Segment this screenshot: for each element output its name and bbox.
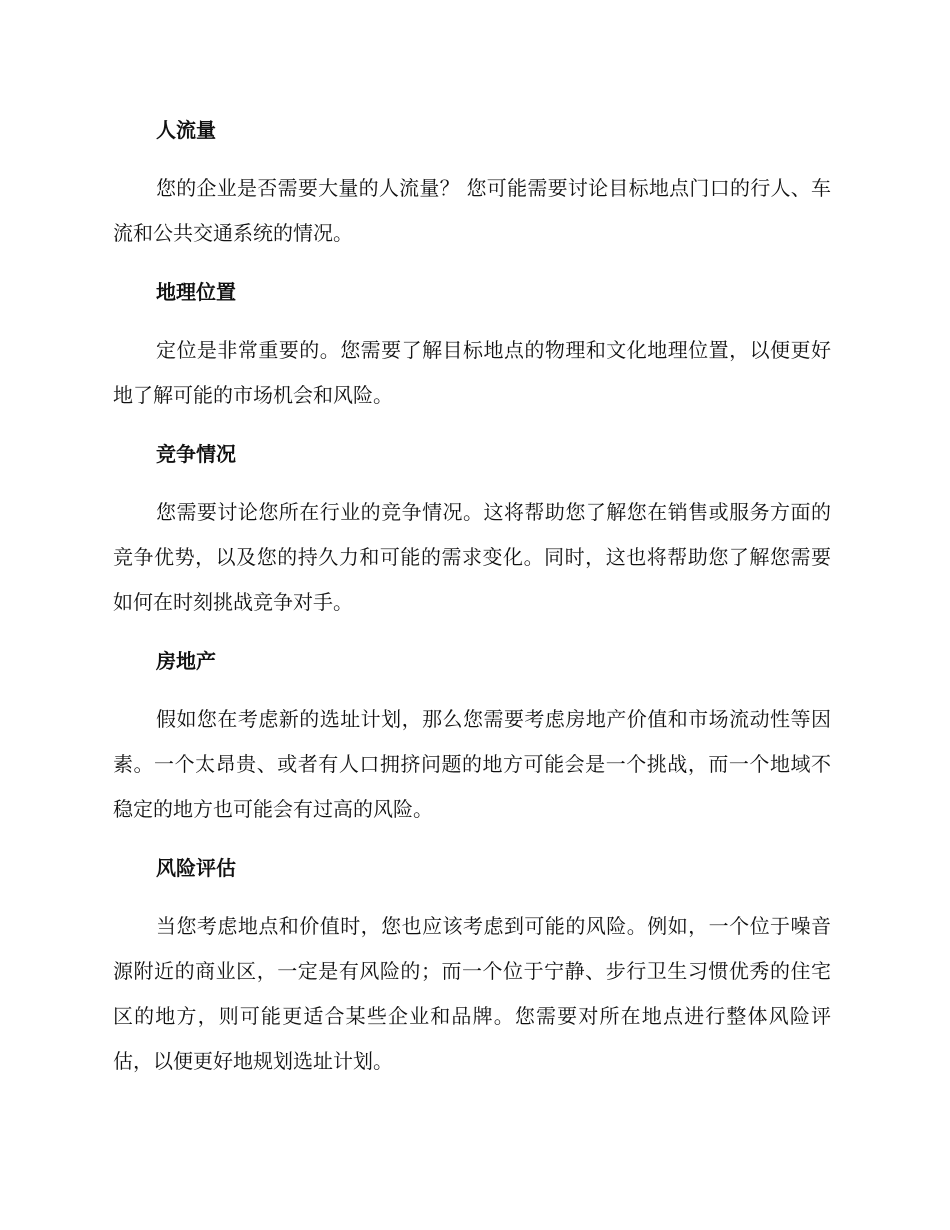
section-heading-risk-assessment: 风险评估 — [156, 856, 236, 880]
section-body-risk-assessment: 当您考虑地点和价值时，您也应该考虑到可能的风险。例如，一个位于噪音源附近的商业区，一定是有风险的；而一个位于宁静、步行卫生习惯优秀的住宅区的地方，则可能更适合某些企业和品牌。您需要对所在地点进行整体风险评估，以便更好地规划选址计划。 — [113, 914, 831, 1073]
section-heading-foot-traffic: 人流量 — [156, 118, 216, 142]
section-body-real-estate: 假如您在考虑新的选址计划，那么您需要考虑房地产价值和市场流动性等因素。一个太昂贵、或者有人口拥挤问题的地方可能会是一个挑战，而一个地域不稳定的地方也可能会有过高的风险。 — [113, 707, 831, 821]
section-heading-location: 地理位置 — [156, 280, 236, 304]
section-heading-real-estate: 房地产 — [156, 649, 216, 673]
section-heading-competition: 竞争情况 — [156, 442, 236, 466]
section-body-location: 定位是非常重要的。您需要了解目标地点的物理和文化地理位置，以便更好地了解可能的市场机会和风险。 — [113, 338, 831, 407]
section-body-foot-traffic: 您的企业是否需要大量的人流量？ 您可能需要讨论目标地点门口的行人、车流和公共交通系统的情况。 — [113, 176, 831, 245]
document-body — [113, 108, 831, 1084]
section-body-competition: 您需要讨论您所在行业的竞争情况。这将帮助您了解您在销售或服务方面的竞争优势，以及您的持久力和可能的需求变化。同时，这也将帮助您了解您需要如何在时刻挑战竞争对手。 — [113, 500, 831, 614]
